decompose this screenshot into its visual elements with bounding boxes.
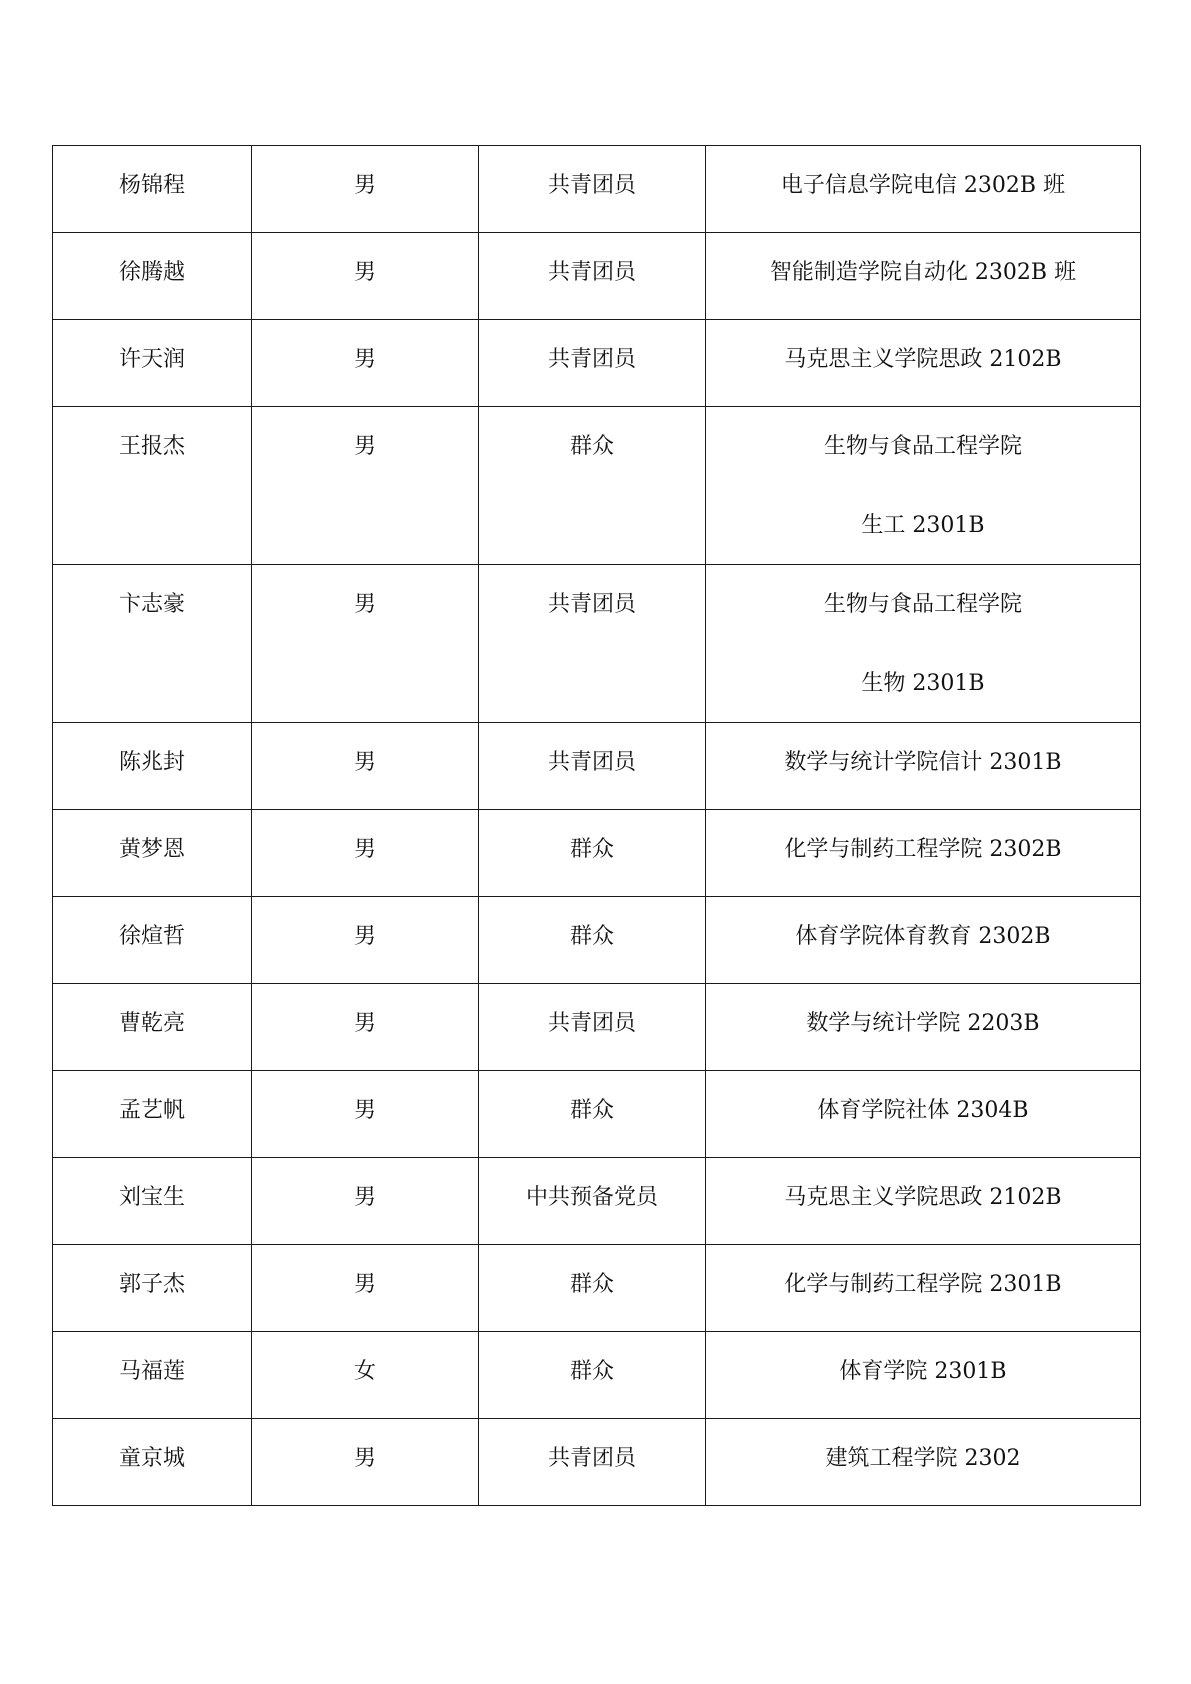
political-status-cell xyxy=(479,146,706,233)
gender-cell xyxy=(252,233,479,320)
name-text: 马福莲 xyxy=(118,1359,185,1384)
name-text: 曹乾亮 xyxy=(118,1011,185,1036)
class-cell xyxy=(706,1332,1141,1419)
name-cell xyxy=(53,897,252,984)
political-status-cell xyxy=(479,1419,706,1506)
political-status-text: 共青团员 xyxy=(547,592,636,617)
table-row xyxy=(53,1071,1141,1158)
gender-text: 男 xyxy=(353,347,376,372)
gender-cell xyxy=(252,984,479,1071)
class-cell xyxy=(706,723,1141,810)
class-text: 马克思主义学院思政 2102B xyxy=(784,347,1062,372)
table-row xyxy=(53,1419,1141,1506)
class-text: 智能制造学院自动化 2302B 班 xyxy=(769,260,1077,285)
gender-text: 男 xyxy=(353,924,376,949)
gender-cell xyxy=(252,723,479,810)
class-text: 体育学院体育教育 2302B xyxy=(795,924,1051,949)
political-status-text: 群众 xyxy=(569,837,614,862)
student-list-table xyxy=(52,145,1141,1506)
political-status-cell xyxy=(479,723,706,810)
political-status-cell xyxy=(479,407,706,565)
gender-text: 男 xyxy=(353,1185,376,1210)
political-status-cell xyxy=(479,810,706,897)
table-row xyxy=(53,233,1141,320)
name-text: 刘宝生 xyxy=(118,1185,185,1210)
gender-cell xyxy=(252,146,479,233)
class-cell xyxy=(706,146,1141,233)
gender-cell xyxy=(252,1332,479,1419)
name-text: 徐腾越 xyxy=(118,260,185,285)
class-text-line: 生物与食品工程学院 xyxy=(823,592,1022,617)
name-text: 徐煊哲 xyxy=(118,924,185,949)
political-status-cell xyxy=(479,1158,706,1245)
gender-text: 男 xyxy=(353,750,376,775)
gender-text: 男 xyxy=(353,1098,376,1123)
political-status-text: 群众 xyxy=(569,1098,614,1123)
name-text: 郭子杰 xyxy=(118,1272,185,1297)
name-cell xyxy=(53,320,252,407)
gender-text: 男 xyxy=(353,173,376,198)
table-row xyxy=(53,146,1141,233)
class-text-line: 生工 2301B xyxy=(861,513,985,538)
name-cell xyxy=(53,565,252,723)
class-text: 化学与制药工程学院 2302B xyxy=(784,837,1062,862)
political-status-cell xyxy=(479,897,706,984)
gender-text: 男 xyxy=(353,592,376,617)
political-status-cell xyxy=(479,233,706,320)
table-row xyxy=(53,1332,1141,1419)
class-cell xyxy=(706,407,1141,565)
political-status-text: 共青团员 xyxy=(547,173,636,198)
class-text: 体育学院社体 2304B xyxy=(817,1098,1029,1123)
class-text: 体育学院 2301B xyxy=(839,1359,1007,1384)
table-row xyxy=(53,407,1141,565)
name-text: 黄梦恩 xyxy=(118,837,185,862)
name-text: 卞志豪 xyxy=(118,592,185,617)
name-text: 许天润 xyxy=(118,347,185,372)
table-row xyxy=(53,320,1141,407)
political-status-text: 共青团员 xyxy=(547,347,636,372)
name-cell xyxy=(53,1245,252,1332)
political-status-cell xyxy=(479,320,706,407)
political-status-cell xyxy=(479,565,706,723)
gender-cell xyxy=(252,1419,479,1506)
table-row xyxy=(53,1158,1141,1245)
name-cell xyxy=(53,1158,252,1245)
name-text: 童京城 xyxy=(118,1446,185,1471)
name-text: 孟艺帆 xyxy=(118,1098,185,1123)
political-status-cell xyxy=(479,1071,706,1158)
class-text-line: 生物与食品工程学院 xyxy=(823,434,1022,459)
gender-text: 女 xyxy=(353,1359,376,1384)
class-cell xyxy=(706,233,1141,320)
name-cell xyxy=(53,1332,252,1419)
class-cell xyxy=(706,897,1141,984)
class-cell xyxy=(706,984,1141,1071)
gender-cell xyxy=(252,565,479,723)
political-status-text: 群众 xyxy=(569,1272,614,1297)
political-status-text: 群众 xyxy=(569,1359,614,1384)
political-status-text: 群众 xyxy=(569,924,614,949)
gender-cell xyxy=(252,1158,479,1245)
class-cell xyxy=(706,810,1141,897)
class-text: 化学与制药工程学院 2301B xyxy=(784,1272,1062,1297)
name-text: 陈兆封 xyxy=(118,750,185,775)
gender-text: 男 xyxy=(353,1272,376,1297)
table-row xyxy=(53,565,1141,723)
gender-cell xyxy=(252,897,479,984)
table-row xyxy=(53,984,1141,1071)
table-row xyxy=(53,897,1141,984)
political-status-text: 共青团员 xyxy=(547,1446,636,1471)
gender-cell xyxy=(252,320,479,407)
political-status-text: 共青团员 xyxy=(547,1011,636,1036)
gender-text: 男 xyxy=(353,434,376,459)
gender-text: 男 xyxy=(353,260,376,285)
name-cell xyxy=(53,723,252,810)
class-text-block xyxy=(706,407,1140,539)
political-status-cell xyxy=(479,1332,706,1419)
name-cell xyxy=(53,233,252,320)
class-text: 马克思主义学院思政 2102B xyxy=(784,1185,1062,1210)
class-cell xyxy=(706,1158,1141,1245)
class-cell xyxy=(706,1071,1141,1158)
gender-text: 男 xyxy=(353,1446,376,1471)
name-cell xyxy=(53,984,252,1071)
name-text: 王报杰 xyxy=(118,434,185,459)
document-page xyxy=(52,145,1140,1506)
political-status-cell xyxy=(479,984,706,1071)
political-status-text: 中共预备党员 xyxy=(525,1185,658,1210)
table-row xyxy=(53,723,1141,810)
class-text: 建筑工程学院 2302 xyxy=(825,1446,1021,1471)
name-cell xyxy=(53,1419,252,1506)
class-cell xyxy=(706,320,1141,407)
political-status-cell xyxy=(479,1245,706,1332)
political-status-text: 群众 xyxy=(569,434,614,459)
class-text: 数学与统计学院 2203B xyxy=(806,1011,1040,1036)
gender-cell xyxy=(252,810,479,897)
name-cell xyxy=(53,146,252,233)
class-text: 数学与统计学院信计 2301B xyxy=(784,750,1062,775)
gender-cell xyxy=(252,1071,479,1158)
class-text-line: 生物 2301B xyxy=(861,671,985,696)
table-row xyxy=(53,1245,1141,1332)
gender-text: 男 xyxy=(353,1011,376,1036)
gender-cell xyxy=(252,1245,479,1332)
name-text: 杨锦程 xyxy=(118,173,185,198)
gender-text: 男 xyxy=(353,837,376,862)
name-cell xyxy=(53,810,252,897)
table-row xyxy=(53,810,1141,897)
name-cell xyxy=(53,1071,252,1158)
name-cell xyxy=(53,407,252,565)
political-status-text: 共青团员 xyxy=(547,260,636,285)
class-cell xyxy=(706,565,1141,723)
class-cell xyxy=(706,1419,1141,1506)
class-text: 电子信息学院电信 2302B 班 xyxy=(780,173,1066,198)
political-status-text: 共青团员 xyxy=(547,750,636,775)
gender-cell xyxy=(252,407,479,565)
class-text-block xyxy=(706,565,1140,697)
class-cell xyxy=(706,1245,1141,1332)
